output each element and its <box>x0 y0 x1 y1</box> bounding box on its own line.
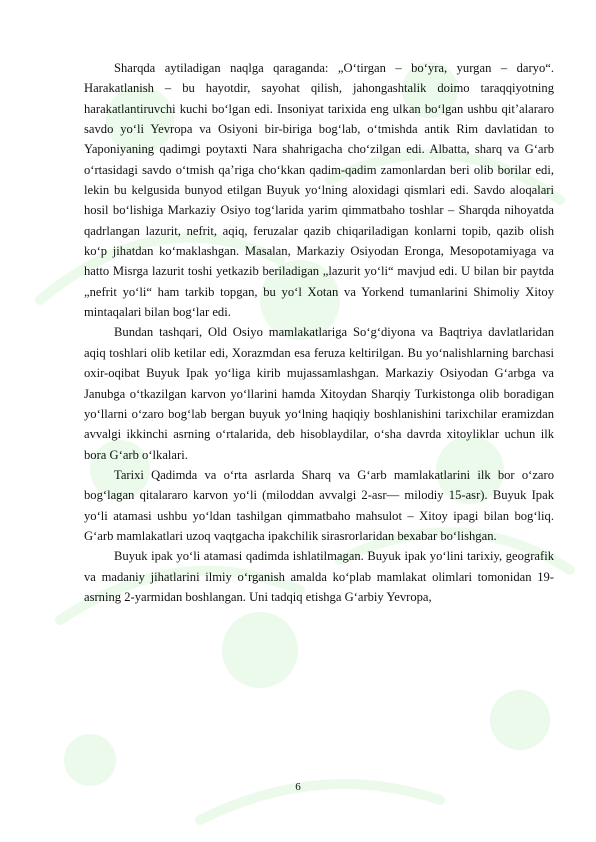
paragraph: Bundan tashqari, Old Osiyo mamlakatlariga So‘g‘diyona va Baqtriya davlatlaridan aqiq toshlari olib ketilar edi, Xorazmdan esa feruza keltirilgan. Bu yo‘nalishlarning barchasi oxir-oqibat Buyuk Ipak yo‘liga kirib mujassamlashgan. Markaziy Osiyodan G‘arbga va Janubga o‘tkazilgan karvon yo‘llarini hamda Xitoydan Sharqiy Turkistonga olib boradigan yo‘llarni o‘zaro bog‘lab bergan buyuk yo‘lning haqiqiy boshlanishini tarixchilar eramizdan avvalgi ikkinchi asrning o‘rtalarida, deb hisoblaydilar, o‘sha davrda xitoyliklar uchun ilk bora G‘arb o‘lkalari. <box>84 325 554 462</box>
watermark-mark <box>64 734 116 786</box>
body-text <box>84 58 554 607</box>
paragraph: Sharqda aytiladigan naqlga qaraganda: „O‘tirgan – bo‘yra, yurgan – daryo“. Harakatlanish – bu hayotdir, sayohat qilish, jahongashtalik doimo taraqqiyotning harakatlantiruvchi kuchi bo‘lgan edi. Insoniyat tarixida eng ulkan bo‘lgan ushbu qit’alararo savdo yo‘li Yevropa va Osiyoni bir-biriga bog‘lab, o‘tmishda antik Rim davlatidan to Yaponiyaning qadimgi poytaxti Nara shahrigacha cho‘zilgan edi. Albatta, sharq va G‘arb o‘rtasidagi savdo o‘tmish qa’riga cho‘kkan qadim-qadim zamonlardan beri olib borilar edi, lekin bu kelgusida bunyod etilgan Buyuk yo‘lning aloxidagi qismlari edi. Savdo aloqalari hosil bo‘lishiga Markaziy Osiyo tog‘larida yarim qimmatbaho toshlar – Sharqda nihoyatda qadrlangan lazurit, nefrit, aqiq, feruzalar qazib chiqariladigan konlarni topib, qazib olish ko‘p jihatdan ko‘maklashgan. Masalan, Markaziy Osiyodan Eronga, Mesopotamiyaga va hatto Misrga lazurit toshi yetkazib beriladigan „lazurit yo‘li“ mavjud edi. U bilan bir paytda „nefrit yo‘li“ ham tarkib topgan, bu yo‘l Xotan va Yorkend tumanlarini Shimoliy Xitoy mintaqalari bilan bog‘lar edi. <box>84 61 554 320</box>
paragraph: Buyuk ipak yo‘li atamasi qadimda ishlatilmagan. Buyuk ipak yo‘lini tarixiy, geografik va madaniy jihatlarini ilmiy o‘rganish amalda ko‘plab mamlakat olimlari tomonidan 19-asrning 2-yarmidan boshlangan. Uni tadqiq etishga G‘arbiy Yevropa, <box>84 549 554 604</box>
page-number: 6 <box>295 781 301 793</box>
paragraph: Tarixi Qadimda va o‘rta asrlarda Sharq va G‘arb mamlakatlarini ilk bor o‘zaro bog‘lagan qitalararo karvon yo‘li (miloddan avvalgi 2-asr— milodiy 15-asr). Buyuk Ipak yo‘li atamasi ushbu yo‘ldan tashilgan qimmatbaho mahsulot – Xitoy ipagi bilan bog‘liq. G‘arb mamlakatlari uzoq vaqtgacha ipakchilik sirasrorlaridan bexabar bo‘lishgan. <box>84 467 554 543</box>
watermark-mark <box>222 612 298 688</box>
watermark-mark <box>490 690 550 750</box>
